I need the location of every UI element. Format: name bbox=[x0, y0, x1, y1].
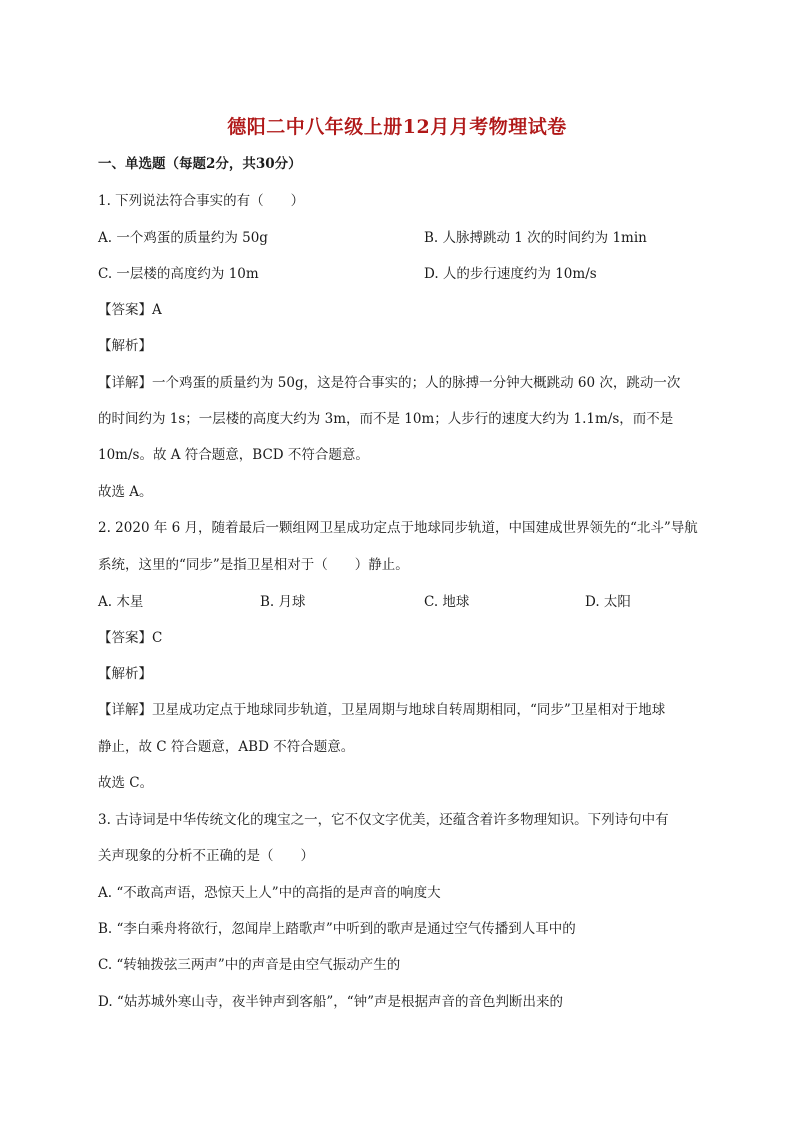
q1-option-a: A. 一个鸡蛋的质量约为 50g bbox=[98, 230, 268, 246]
q2-stem-line: 系统，这里的“同步”是指卫星相对于（ ）静止。 bbox=[98, 557, 409, 573]
q1-stem: 1. 下列说法符合事实的有（ ） bbox=[98, 193, 305, 209]
q3-option-c: C. “转轴拨弦三两声”中的声音是由空气振动产生的 bbox=[98, 957, 401, 973]
q1-choose: 故选 A。 bbox=[98, 484, 153, 500]
q1-analysis: 【解析】 bbox=[98, 338, 152, 354]
q1-detail-line: 10m/s。故 A 符合题意，BCD 不符合题意。 bbox=[98, 447, 369, 463]
q2-analysis: 【解析】 bbox=[98, 666, 152, 682]
q1-answer: 【答案】A bbox=[98, 302, 162, 318]
q3-stem-line: 关声现象的分析不正确的是（ ） bbox=[98, 848, 314, 864]
q2-option-a: A. 木星 bbox=[98, 594, 144, 610]
section-heading: 一、单选题（每题2分，共30分） bbox=[98, 156, 302, 172]
q1-detail-line: 【详解】一个鸡蛋的质量约为 50g，这是符合事实的；人的脉搏一分钟大概跳动 60 次，跳动一次 bbox=[98, 375, 681, 391]
q2-option-b: B. 月球 bbox=[260, 594, 306, 610]
q3-option-a: A. “不敢高声语，恐惊天上人”中的高指的是声音的响度大 bbox=[98, 885, 441, 901]
q2-option-d: D. 太阳 bbox=[585, 594, 631, 610]
q2-choose: 故选 C。 bbox=[98, 775, 154, 791]
q1-option-b: B. 人脉搏跳动 1 次的时间约为 1min bbox=[424, 230, 647, 246]
q2-stem-line: 2. 2020 年 6 月，随着最后一颗组网卫星成功定点于地球同步轨道，中国建成世界领先的“北斗”导航 bbox=[98, 520, 698, 536]
q2-answer: 【答案】C bbox=[98, 630, 163, 646]
q2-detail-line: 【详解】卫星成功定点于地球同步轨道，卫星周期与地球自转周期相同，“同步”卫星相对于地球 bbox=[98, 702, 666, 718]
q2-option-c: C. 地球 bbox=[424, 594, 470, 610]
q1-option-c: C. 一层楼的高度约为 10m bbox=[98, 266, 259, 282]
page-title: 德阳二中八年级上册12月月考物理试卷 bbox=[227, 116, 567, 138]
q3-option-b: B. “李白乘舟将欲行，忽闻岸上踏歌声”中听到的歌声是通过空气传播到人耳中的 bbox=[98, 921, 576, 937]
q1-option-d: D. 人的步行速度约为 10m/s bbox=[424, 266, 597, 282]
q3-option-d: D. “姑苏城外寒山寺，夜半钟声到客船”，“钟”声是根据声音的音色判断出来的 bbox=[98, 994, 564, 1010]
q1-detail-line: 的时间约为 1s；一层楼的高度大约为 3m，而不是 10m；人步行的速度大约为 1.1m/s，而不是 bbox=[98, 411, 674, 427]
q3-stem-line: 3. 古诗词是中华传统文化的瑰宝之一，它不仅文字优美，还蕴含着许多物理知识。下列诗句中有 bbox=[98, 812, 669, 828]
q2-detail-line: 静止，故 C 符合题意，ABD 不符合题意。 bbox=[98, 739, 355, 755]
